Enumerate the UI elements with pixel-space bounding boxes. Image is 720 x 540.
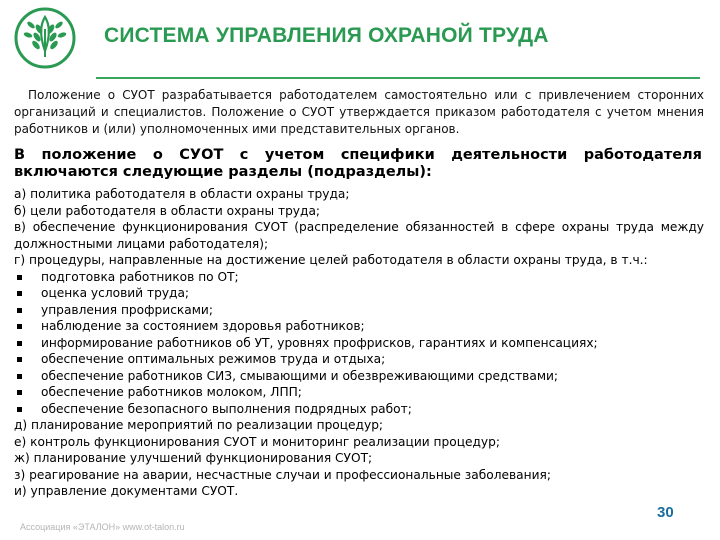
list-item: д) планирование мероприятий по реализации процедур; xyxy=(14,418,384,432)
list-item: е) контроль функционирования СУОТ и мониторинг реализации процедур; xyxy=(14,434,500,449)
footer-watermark: Ассоциация «ЭТАЛОН» www.ot-talon.ru xyxy=(20,522,185,532)
list-item: б) цели работодателя в области охраны труда; xyxy=(14,203,321,218)
bullet-item: управления профрисками; xyxy=(14,302,704,319)
list-item: з) реагирование на аварии, несчастные случаи и профессиональные заболевания; xyxy=(14,467,551,482)
page-number: 30 xyxy=(657,504,674,521)
bullet-item: обеспечение оптимальных режимов труда и отдыха; xyxy=(14,351,704,368)
bullet-item: обеспечение работников молоком, ЛПП; xyxy=(14,384,704,401)
sections-list xyxy=(14,186,704,500)
list-item: ж) планирование улучшений функционирования СУОТ; xyxy=(14,451,373,465)
list-item: и) управление документами СУОТ. xyxy=(14,484,239,498)
page-title: СИСТЕМА УПРАВЛЕНИЯ ОХРАНОЙ ТРУДА xyxy=(104,24,549,47)
bullet-item: информирование работников об УТ, уровнях профрисков, гарантиях и компенсациях; xyxy=(14,335,704,352)
list-item: в) обеспечение функционирования СУОТ (распределение обязанностей в сфере охраны труда между должностными лицами работодателя); xyxy=(14,220,704,251)
intro-text: Положение о СУОТ разрабатывается работодателем самостоятельно или с привлечением сторонних организаций и специалистов. Положение о СУОТ утверждается приказом работодателя с учетом мнения работников и (или) уполномоченных ими представительных органов. xyxy=(14,88,704,136)
list-item: г) процедуры, направленные на достижение целей работодателя в области охраны труда, в т.ч.: xyxy=(14,253,648,267)
eco-wheat-leaf-logo-icon xyxy=(14,7,76,69)
bullet-item: оценка условий труда; xyxy=(14,285,704,302)
list-item: а) политика работодателя в области охраны труда; xyxy=(14,187,350,201)
bullet-item: наблюдение за состоянием здоровья работников; xyxy=(14,318,704,335)
title-divider xyxy=(96,77,700,79)
section-heading: В положение о СУОТ с учетом специфики деятельности работодателя включаются следующие разделы (подразделы): xyxy=(14,147,702,180)
bullet-item: подготовка работников по ОТ; xyxy=(14,269,704,286)
bullet-item: обеспечение работников СИЗ, смывающими и обезвреживающими средствами; xyxy=(14,368,704,385)
intro-paragraph xyxy=(14,87,704,138)
bullet-item: обеспечение безопасного выполнения подрядных работ; xyxy=(14,401,704,418)
